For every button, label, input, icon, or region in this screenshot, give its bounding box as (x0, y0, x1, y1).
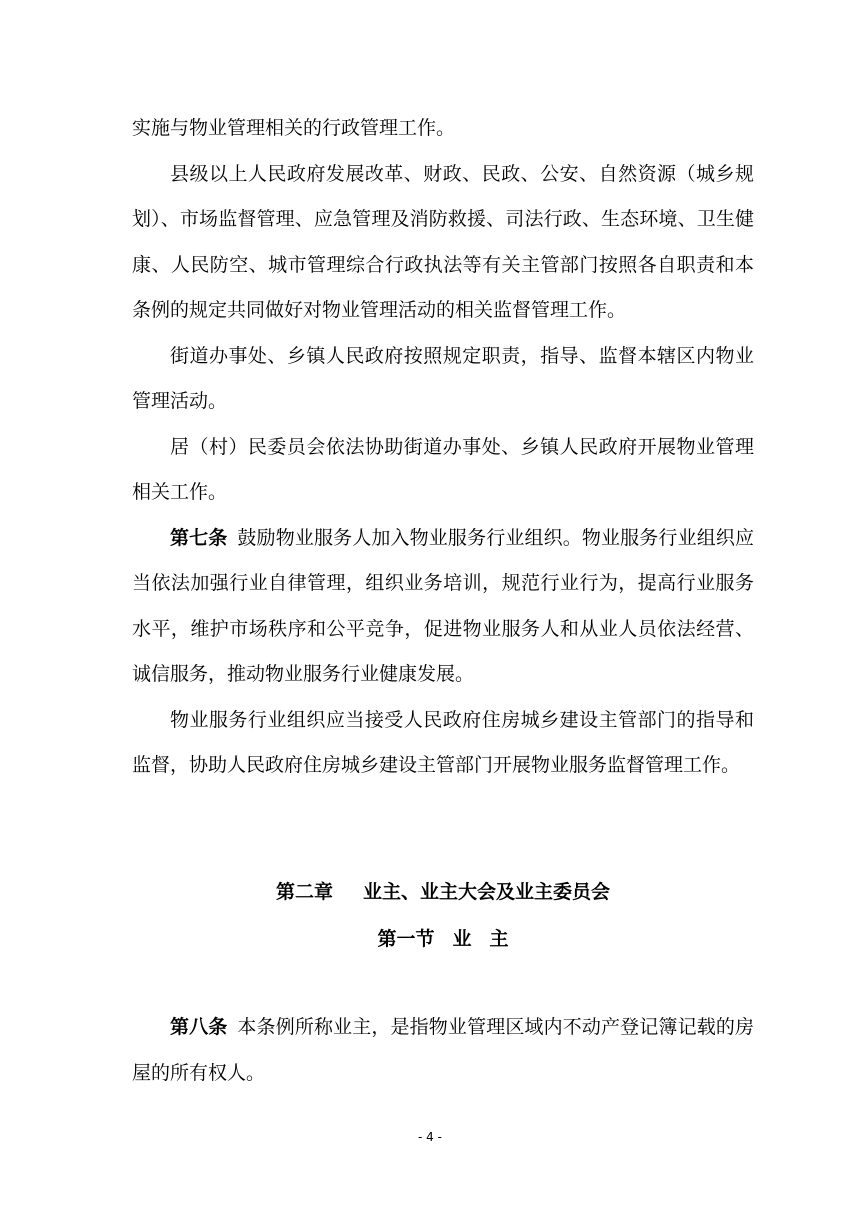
article-8-text: 本条例所称业主，是指物业管理区域内不动产登记簿记载的房屋的所有权人。 (132, 1016, 754, 1084)
article-8-label: 第八条 (170, 1016, 228, 1038)
article-7 (132, 516, 754, 698)
article-7-label: 第七条 (170, 526, 228, 549)
section-title-part1: 业 (452, 928, 472, 950)
article-7-paragraph-2: 物业服务行业组织应当接受人民政府住房城乡建设主管部门的指导和监督，协助人民政府住房城乡建设主管部门开展物业服务监督管理工作。 (132, 708, 754, 776)
section-heading (132, 924, 754, 954)
page-number: - 4 - (418, 1130, 442, 1144)
body-text (132, 106, 754, 789)
article-8-block (132, 1005, 754, 1096)
paragraph-departments: 县级以上人民政府发展改革、财政、民政、公安、自然资源（城乡规划）、市场监督管理、应急管理及消防救援、司法行政、生态环境、卫生健康、人民防空、城市管理综合行政执法等有关主管部门按照各自职责和本条例的规定共同做好对物业管理活动的相关监督管理工作。 (132, 162, 754, 321)
section-title-part2: 主 (489, 928, 509, 950)
article-8 (132, 1005, 754, 1096)
chapter-title: 业主、业主大会及业主委员会 (363, 881, 611, 903)
paragraph-street-offices: 街道办事处、乡镇人民政府按照规定职责，指导、监督本辖区内物业管理活动。 (132, 344, 754, 412)
chapter-heading (132, 877, 754, 907)
paragraph-continuation: 实施与物业管理相关的行政管理工作。 (132, 117, 456, 139)
section-number: 第一节 (377, 928, 435, 950)
paragraph-village-committees: 居（村）民委员会依法协助街道办事处、乡镇人民政府开展物业管理相关工作。 (132, 435, 754, 503)
article-7-text: 鼓励物业服务人加入物业服务行业组织。物业服务行业组织应当依法加强行业自律管理，组织业务培训，规范行业行为，提高行业服务水平，维护市场秩序和公平竞争，促进物业服务人和从业人员依法经营、诚信服务，推动物业服务行业健康发展。 (132, 526, 754, 685)
chapter-number: 第二章 (275, 881, 333, 903)
